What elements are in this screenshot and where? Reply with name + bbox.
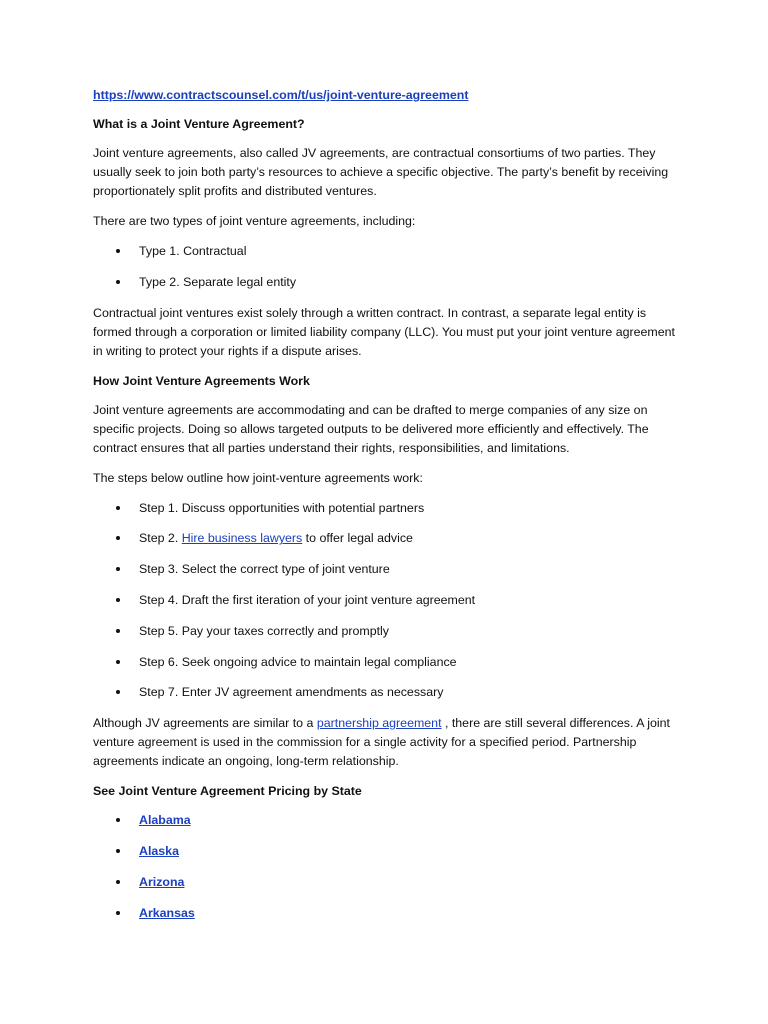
list-item-state — [93, 904, 683, 922]
heading-what-is-jv: What is a Joint Venture Agreement? — [93, 117, 305, 131]
heading-pricing-by-state: See Joint Venture Agreement Pricing by State — [93, 784, 362, 799]
list-item-state — [93, 842, 683, 860]
paragraph-jv-definition: Joint venture agreements, also called JV agreements, are contractual consortiums of two parties. They usually seek to join both party’s resources to achieve a specific objective. The party’s benefit by receiving proportionately split profits and distributed ventures. — [93, 146, 669, 198]
list-item-step-5: Step 5. Pay your taxes correctly and promptly — [93, 622, 683, 640]
step-2-suffix: to offer legal advice — [302, 531, 413, 546]
paragraph-steps-intro: The steps below outline how joint-venture agreements work: — [93, 470, 423, 485]
state-link-arkansas[interactable]: Arkansas — [139, 905, 195, 920]
list-item-step-2 — [93, 529, 683, 547]
list-item-step-7: Step 7. Enter JV agreement amendments as necessary — [93, 683, 683, 701]
paragraph-jv-vs-partnership — [93, 714, 683, 771]
state-link-alabama[interactable]: Alabama — [139, 813, 191, 828]
hire-business-lawyers-link[interactable]: Hire business lawyers — [181, 531, 303, 546]
paragraph-accommodating: Joint venture agreements are accommodating and can be drafted to merge companies of any size on specific projects. Doing so allows targeted outputs to be delivered more efficiently and effectively. The contract ensures that all parties understand their rights, responsibilities, and limitations. — [93, 402, 649, 455]
list-item-type-1: Type 1. Contractual — [93, 242, 683, 260]
list-item-type-2: Type 2. Separate legal entity — [93, 273, 683, 291]
list-item-step-1: Step 1. Discuss opportunities with potential partners — [93, 499, 683, 517]
list-item-step-4: Step 4. Draft the first iteration of your joint venture agreement — [93, 591, 683, 609]
paragraph-types-intro: There are two types of joint venture agreements, including: — [93, 214, 416, 228]
steps-list — [93, 499, 683, 702]
para-prefix: Although JV agreements are similar to a — [93, 716, 317, 731]
state-link-alaska[interactable]: Alaska — [139, 843, 179, 858]
states-list — [93, 811, 683, 921]
state-link-arizona[interactable]: Arizona — [139, 874, 185, 889]
partnership-agreement-link[interactable]: partnership agreement — [316, 716, 442, 731]
types-list — [93, 242, 683, 291]
source-url-link[interactable]: https://www.contractscounsel.com/t/us/joint-venture-agreement — [93, 88, 469, 102]
para-suffix: , there are still several differences. A joint venture agreement is used in the commission for a single activity for a specified period. Partnership agreements indicate an ongoing, long-term relationship. — [93, 716, 670, 769]
paragraph-contractual-vs-entity: Contractual joint ventures exist solely through a written contract. In contrast, a separate legal entity is formed through a corporation or limited liability company (LLC). You must put your joint venture agreement in writing to protect your rights if a dispute arises. — [93, 305, 675, 358]
list-item-step-3: Step 3. Select the correct type of joint venture — [93, 560, 683, 578]
list-item-state — [93, 811, 683, 829]
list-item-step-6: Step 6. Seek ongoing advice to maintain legal compliance — [93, 653, 683, 671]
list-item-state — [93, 873, 683, 891]
step-2-prefix: Step 2. — [139, 531, 182, 546]
document-body — [93, 86, 683, 934]
heading-how-jv-works: How Joint Venture Agreements Work — [93, 373, 310, 388]
